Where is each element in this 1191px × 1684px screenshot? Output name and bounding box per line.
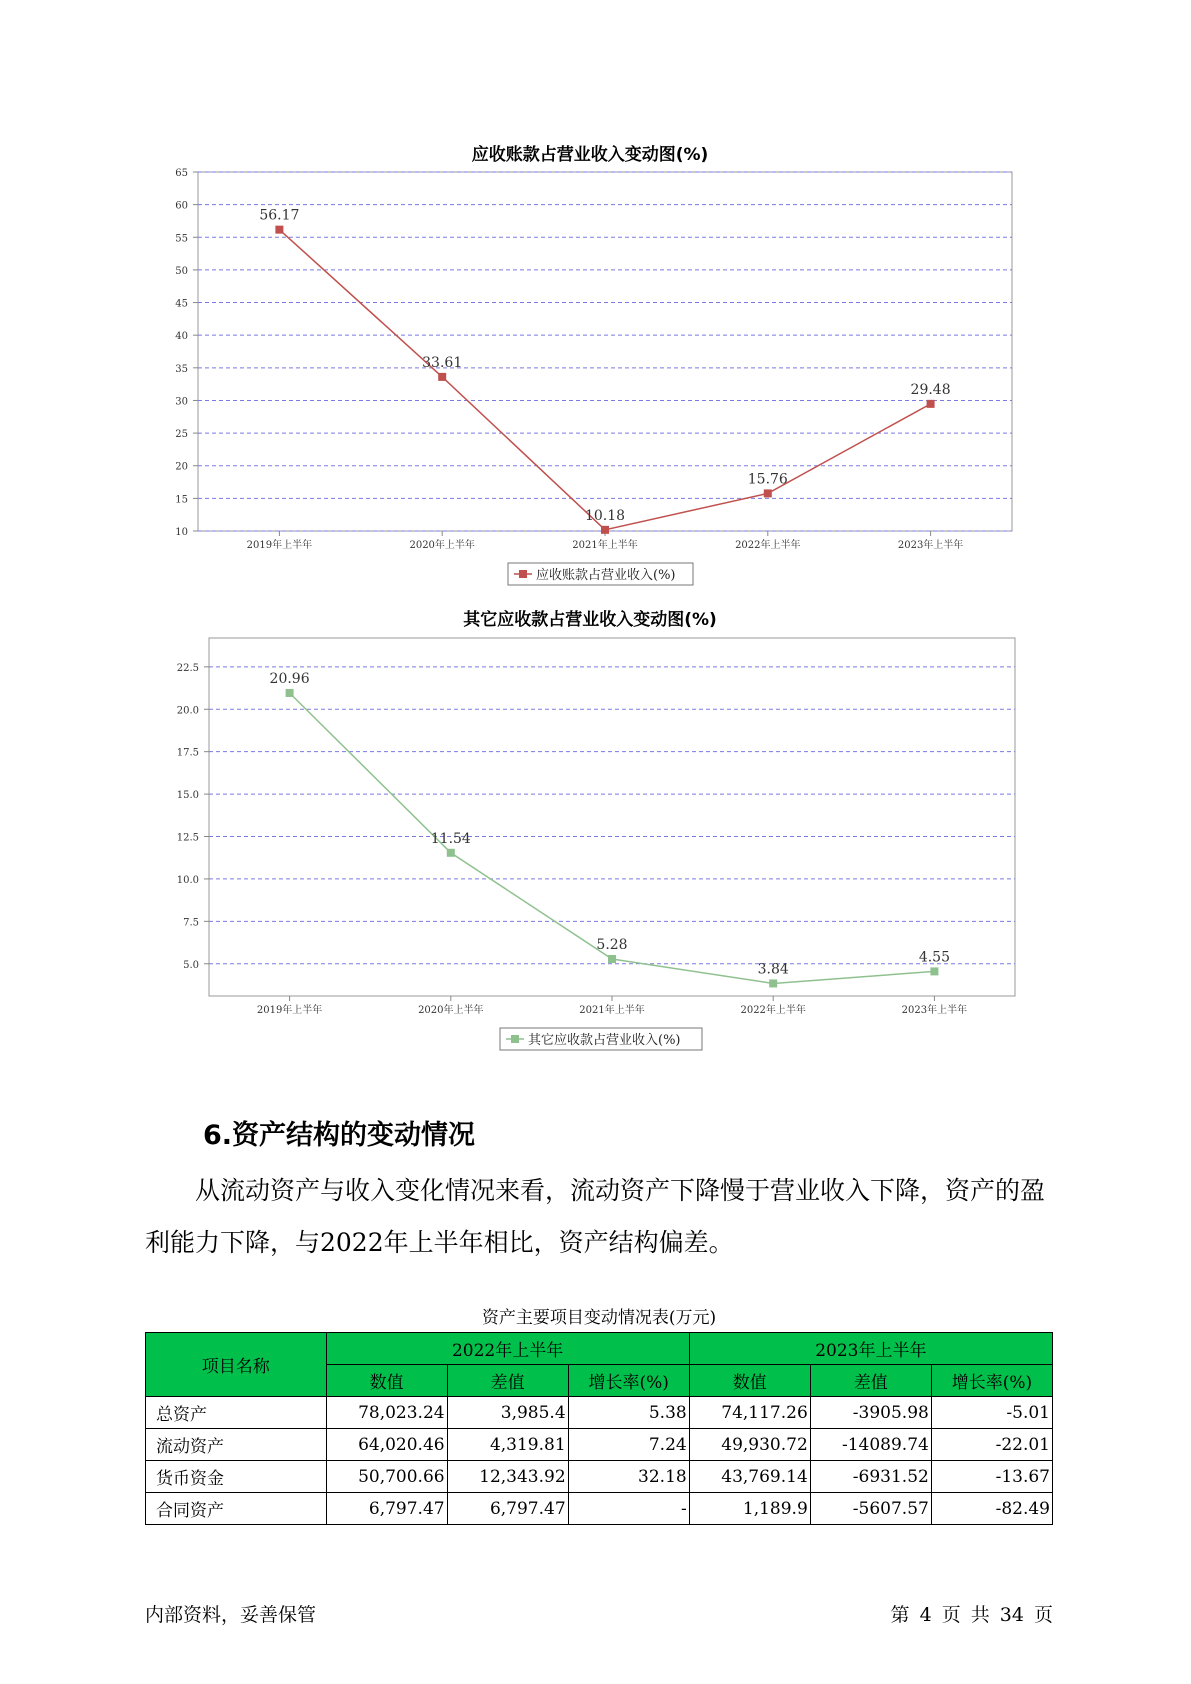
cell: -22.01 bbox=[931, 1429, 1052, 1461]
cell: 78,023.24 bbox=[326, 1397, 447, 1429]
data-label: 5.28 bbox=[596, 937, 628, 954]
data-label: 4.55 bbox=[918, 949, 950, 966]
cell: 64,020.46 bbox=[326, 1429, 447, 1461]
y-tick-label: 20 bbox=[175, 461, 188, 473]
cell: 4,319.81 bbox=[447, 1429, 568, 1461]
y-tick-label: 7.5 bbox=[183, 917, 199, 929]
header-item-name: 项目名称 bbox=[146, 1333, 327, 1397]
cell: 49,930.72 bbox=[689, 1429, 810, 1461]
data-label: 20.96 bbox=[269, 670, 310, 687]
header-growth: 增长率(%) bbox=[931, 1365, 1052, 1397]
x-tick-label: 2019年上半年 bbox=[256, 1005, 323, 1016]
y-tick-label: 55 bbox=[175, 233, 188, 245]
y-tick-label: 12.5 bbox=[176, 832, 199, 844]
y-tick-label: 35 bbox=[175, 363, 188, 375]
data-label: 10.18 bbox=[584, 507, 626, 524]
header-diff: 差值 bbox=[447, 1365, 568, 1397]
data-label: 29.48 bbox=[910, 381, 951, 398]
data-label: 11.54 bbox=[430, 830, 471, 847]
receivables-chart bbox=[140, 135, 1040, 595]
y-tick-label: 25 bbox=[175, 429, 188, 441]
data-label: 15.76 bbox=[747, 471, 788, 488]
header-diff: 差值 bbox=[810, 1365, 931, 1397]
cell: -5.01 bbox=[931, 1397, 1052, 1429]
cell: 5.38 bbox=[568, 1397, 689, 1429]
cell: 7.24 bbox=[568, 1429, 689, 1461]
legend-label: 应收账款占营业收入(%) bbox=[536, 568, 676, 583]
y-tick-label: 22.5 bbox=[176, 662, 199, 674]
other-receivables-line-chart bbox=[140, 600, 1040, 1060]
data-label: 56.17 bbox=[259, 207, 300, 224]
footer-confidential: 内部资料，妥善保管 bbox=[145, 1604, 317, 1626]
data-point bbox=[601, 526, 609, 534]
asset-structure-table bbox=[145, 1332, 1053, 1525]
cell: 3,985.4 bbox=[447, 1397, 568, 1429]
data-point bbox=[927, 400, 935, 408]
data-point bbox=[764, 489, 772, 497]
y-tick-label: 10.0 bbox=[176, 874, 199, 886]
x-tick-label: 2021年上半年 bbox=[572, 540, 638, 551]
data-point bbox=[608, 955, 616, 963]
cell: -5607.57 bbox=[810, 1493, 931, 1525]
row-label: 合同资产 bbox=[146, 1493, 327, 1525]
cell: -82.49 bbox=[931, 1493, 1052, 1525]
receivables-line-chart bbox=[140, 135, 1040, 595]
data-point bbox=[447, 849, 455, 857]
data-point bbox=[286, 689, 294, 697]
cell: 6,797.47 bbox=[447, 1493, 568, 1525]
cell: 43,769.14 bbox=[689, 1461, 810, 1493]
table-row bbox=[146, 1461, 1053, 1493]
data-point bbox=[930, 967, 938, 975]
cell: 6,797.47 bbox=[326, 1493, 447, 1525]
y-tick-label: 10 bbox=[175, 527, 188, 538]
data-label: 3.84 bbox=[757, 961, 789, 978]
legend-marker bbox=[519, 570, 527, 578]
legend-marker bbox=[511, 1035, 519, 1043]
y-tick-label: 45 bbox=[175, 298, 188, 310]
y-tick-label: 50 bbox=[175, 265, 188, 277]
section-heading: 6.资产结构的变动情况 bbox=[203, 1120, 476, 1151]
x-tick-label: 2019年上半年 bbox=[246, 540, 313, 551]
table-caption: 资产主要项目变动情况表(万元) bbox=[481, 1308, 717, 1328]
y-tick-label: 30 bbox=[175, 396, 188, 408]
row-label: 总资产 bbox=[146, 1397, 327, 1429]
cell: 74,117.26 bbox=[689, 1397, 810, 1429]
table-row bbox=[146, 1429, 1053, 1461]
row-label: 流动资产 bbox=[146, 1429, 327, 1461]
x-tick-label: 2022年上半年 bbox=[735, 540, 801, 551]
cell: -13.67 bbox=[931, 1461, 1052, 1493]
header-period-2023: 2023年上半年 bbox=[689, 1333, 1052, 1365]
header-value: 数值 bbox=[326, 1365, 447, 1397]
y-tick-label: 65 bbox=[175, 168, 188, 179]
cell: 12,343.92 bbox=[447, 1461, 568, 1493]
chart-title: 其它应收款占营业收入变动图(%) bbox=[463, 610, 717, 630]
x-tick-label: 2023年上半年 bbox=[901, 1005, 968, 1016]
data-label: 33.61 bbox=[422, 354, 463, 371]
other-receivables-chart bbox=[140, 600, 1040, 1060]
table-row bbox=[146, 1397, 1053, 1429]
row-label: 货币资金 bbox=[146, 1461, 327, 1493]
x-tick-label: 2020年上半年 bbox=[409, 540, 475, 551]
y-tick-label: 5.0 bbox=[183, 959, 199, 971]
data-point bbox=[275, 226, 283, 234]
x-tick-label: 2021年上半年 bbox=[579, 1005, 645, 1016]
cell: -3905.98 bbox=[810, 1397, 931, 1429]
paragraph-text: 从流动资产与收入变化情况来看，流动资产下降慢于营业收入下降，资产的盈利能力下降，与2022年上半年相比，资产结构偏差。 bbox=[145, 1176, 1046, 1257]
chart-title: 应收账款占营业收入变动图(%) bbox=[471, 145, 709, 165]
x-tick-label: 2022年上半年 bbox=[740, 1005, 806, 1016]
cell: 1,189.9 bbox=[689, 1493, 810, 1525]
legend-label: 其它应收款占营业收入(%) bbox=[528, 1033, 681, 1048]
data-point bbox=[769, 979, 777, 987]
y-tick-label: 15 bbox=[175, 494, 188, 506]
cell: -14089.74 bbox=[810, 1429, 931, 1461]
y-tick-label: 17.5 bbox=[176, 747, 199, 759]
cell: 50,700.66 bbox=[326, 1461, 447, 1493]
table-row bbox=[146, 1493, 1053, 1525]
header-value: 数值 bbox=[689, 1365, 810, 1397]
y-tick-label: 15.0 bbox=[176, 790, 199, 802]
cell: -6931.52 bbox=[810, 1461, 931, 1493]
x-tick-label: 2023年上半年 bbox=[897, 540, 964, 551]
cell: 32.18 bbox=[568, 1461, 689, 1493]
x-tick-label: 2020年上半年 bbox=[418, 1005, 484, 1016]
y-tick-label: 40 bbox=[175, 331, 188, 343]
data-point bbox=[438, 373, 446, 381]
y-tick-label: 20.0 bbox=[176, 705, 199, 717]
footer-page-number: 第 4 页 共 34 页 bbox=[890, 1604, 1053, 1626]
header-period-2022: 2022年上半年 bbox=[326, 1333, 689, 1365]
header-growth: 增长率(%) bbox=[568, 1365, 689, 1397]
y-tick-label: 60 bbox=[175, 200, 188, 212]
cell: - bbox=[568, 1493, 689, 1525]
section-paragraph bbox=[145, 1165, 1055, 1269]
plot-frame bbox=[198, 172, 1012, 531]
